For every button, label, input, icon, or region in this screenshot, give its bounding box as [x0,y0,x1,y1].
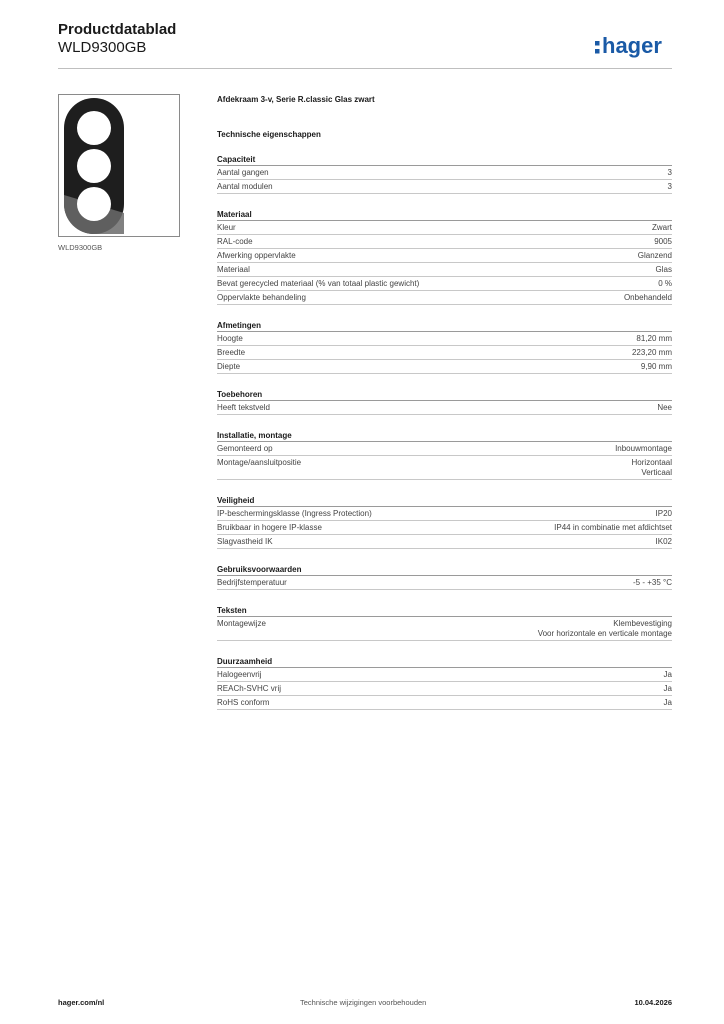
spec-label: Hoogte [217,334,243,343]
spec-row [217,682,672,696]
spec-label: Aantal modulen [217,182,273,191]
spec-label: Diepte [217,362,241,371]
spec-label: Aantal gangen [217,168,269,177]
product-image [58,94,180,237]
spec-section [217,389,672,415]
technical-heading: Technische eigenschappen [217,130,321,139]
section-title: Installatie, montage [217,430,672,442]
spec-label: Halogeenvrij [217,670,262,679]
spec-section [217,154,672,194]
spec-row [217,277,672,291]
spec-value-line: Ja [663,670,672,679]
spec-value-line: IP44 in combinatie met afdichtset [554,523,672,532]
spec-section [217,656,672,710]
spec-row [217,668,672,682]
spec-value [615,444,672,454]
spec-label: Breedte [217,348,246,357]
spec-value-line: -5 - +35 °C [633,578,672,587]
spec-value [664,684,672,694]
spec-value-line: IK02 [655,537,672,546]
spec-section [217,320,672,374]
spec-value-line: 223,20 mm [631,348,672,357]
spec-value-line: IP20 [655,509,672,518]
cover-frame-illustration [59,95,179,236]
spec-label: Materiaal [217,265,250,274]
spec-sections [217,154,672,710]
spec-value-line: Inbouwmontage [615,444,672,453]
spec-value [632,458,672,478]
spec-row [217,576,672,590]
spec-value-line: Klembevestiging [613,619,672,628]
spec-label: Gemonteerd op [217,444,273,453]
spec-value-line: 3 [667,168,672,177]
spec-value-line: Verticaal [641,468,672,477]
section-title: Toebehoren [217,389,672,401]
spec-content [217,95,672,710]
spec-value-line: Glas [655,265,672,274]
spec-value [657,403,672,413]
spec-label: Heeft tekstveld [217,403,270,412]
spec-label: Slagvastheid IK [217,537,273,546]
spec-value [664,698,672,708]
header-divider [58,68,672,69]
section-title: Gebruiksvoorwaarden [217,564,672,576]
spec-section [217,605,672,641]
section-title: Afmetingen [217,320,672,332]
spec-label: Bevat gerecycled materiaal (% van totaal plastic gewicht) [217,279,420,288]
spec-value-line: 9005 [654,237,672,246]
spec-label: RoHS conform [217,698,270,707]
spec-row [217,291,672,305]
brand-name: hager [602,33,662,58]
section-title: Veiligheid [217,495,672,507]
spec-value [658,279,672,289]
spec-row [217,507,672,521]
spec-value [624,293,672,303]
spec-label: Bruikbaar in hogere IP-klasse [217,523,322,532]
spec-value-line: Glanzend [637,251,672,260]
spec-section [217,430,672,480]
section-title: Capaciteit [217,154,672,166]
spec-label: REACh-SVHC vrij [217,684,282,693]
spec-row [217,401,672,415]
spec-value [668,182,672,192]
spec-label: Bedrijfstemperatuur [217,578,287,587]
spec-value [656,537,672,547]
spec-label: RAL-code [217,237,253,246]
spec-row [217,346,672,360]
spec-value [633,578,672,588]
spec-section [217,564,672,590]
spec-value-line: Nee [657,403,672,412]
spec-value [638,251,672,261]
spec-value-line: 81,20 mm [636,334,672,343]
spec-row [217,535,672,549]
spec-row [217,180,672,194]
spec-row [217,263,672,277]
spec-row [217,696,672,710]
spec-row [217,442,672,456]
product-code: WLD9300GB [58,39,147,56]
footer-date: 10.04.2026 [634,998,672,1007]
spec-row [217,617,672,641]
page-title: Productdatablad [58,21,177,38]
section-title: Teksten [217,605,672,617]
spec-value [554,523,672,533]
spec-value [636,334,672,344]
spec-value [656,265,672,275]
spec-row [217,332,672,346]
spec-value-line: Ja [663,698,672,707]
spec-row [217,235,672,249]
footer-note: Technische wijzigingen voorbehouden [300,998,427,1007]
spec-value [656,509,672,519]
spec-label: IP-beschermingsklasse (Ingress Protection) [217,509,372,518]
product-title: Afdekraam 3-v, Serie R.classic Glas zwart [217,95,375,104]
spec-row [217,249,672,263]
spec-value [654,237,672,247]
spec-row [217,360,672,374]
spec-value-line: Onbehandeld [623,293,672,302]
spec-value [652,223,672,233]
spec-row [217,221,672,235]
section-title: Duurzaamheid [217,656,672,668]
spec-value [641,362,672,372]
spec-value [632,348,672,358]
spec-section [217,209,672,305]
spec-label: Kleur [217,223,236,232]
image-caption: WLD9300GB [58,243,103,252]
spec-section [217,495,672,549]
footer-website: hager.com/nl [58,998,105,1007]
spec-value-line: Voor horizontale en verticale montage [537,629,672,638]
spec-value [668,168,672,178]
spec-label: Montagewijze [217,619,266,628]
spec-value-line: Zwart [652,223,672,232]
spec-label: Oppervlakte behandeling [217,293,306,302]
spec-value-line: 0 % [658,279,672,288]
hager-logo [594,30,678,58]
spec-row [217,166,672,180]
spec-row [217,456,672,480]
spec-value-line: Ja [663,684,672,693]
spec-row [217,521,672,535]
spec-value-line: Horizontaal [631,458,672,467]
spec-value-line: 9,90 mm [640,362,672,371]
section-title: Materiaal [217,209,672,221]
spec-label: Montage/aansluitpositie [217,458,302,467]
spec-value-line: 3 [667,182,672,191]
spec-value [538,619,672,639]
spec-label: Afwerking oppervlakte [217,251,296,260]
spec-value [664,670,672,680]
